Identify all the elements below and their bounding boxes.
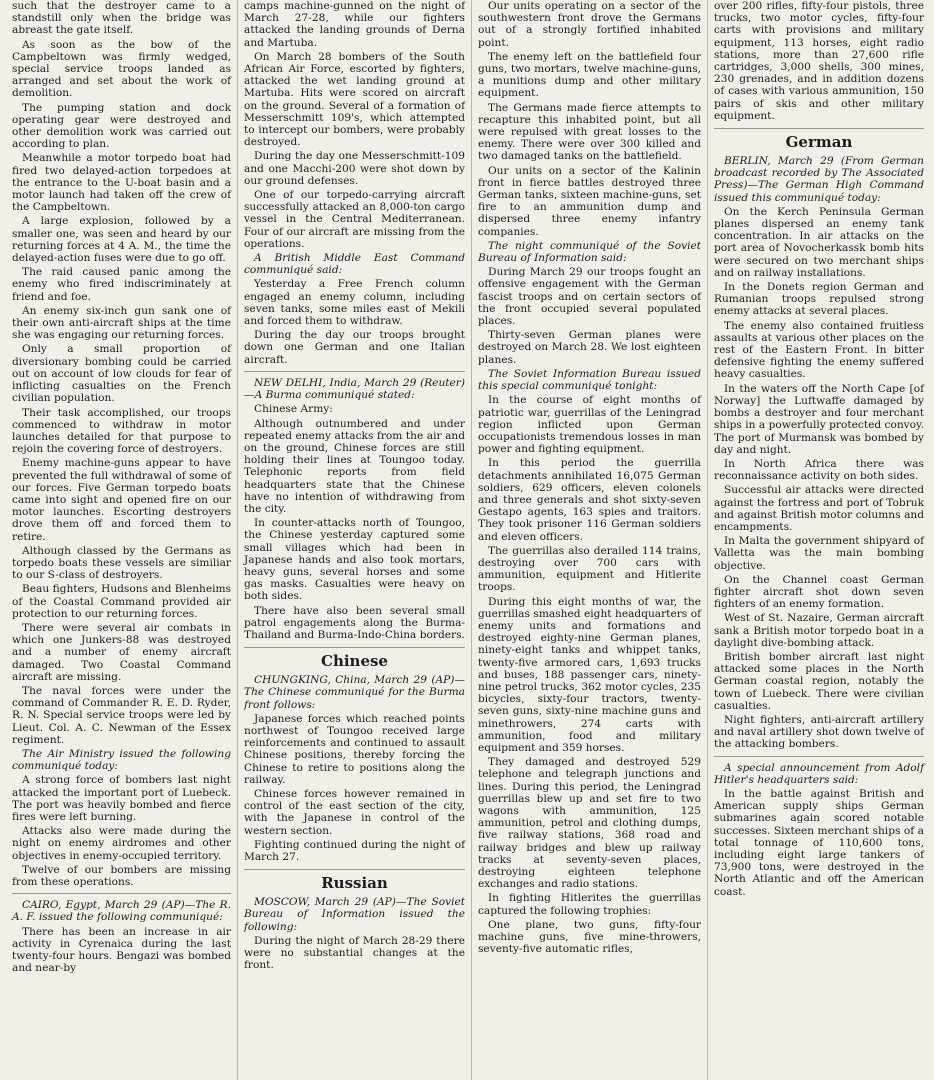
article-paragraph: Japanese forces which reached points northwest of Toungoo received large reinforcements and continued to assault Chinese positions, thereby forcing the Chinese to retire to positions along the railway.	[244, 712, 465, 786]
dateline-paragraph: CHUNGKING, China, March 29 (AP)—The Chinese communiqué for the Burma front follows:	[244, 674, 465, 711]
article-paragraph: There has been an increase in air activity in Cyrenaica during the last twenty-four hours. Bengazi was bombed and near-by	[12, 925, 231, 975]
article-paragraph: Meanwhile a motor torpedo boat had fired two delayed-action torpedoes at the entrance to the U-boat basin and a motor launch had taken off the crew of the Campbeltown.	[12, 152, 231, 214]
column-3	[472, 0, 708, 1080]
article-paragraph: Fighting continued during the night of March 27.	[244, 838, 465, 863]
column-divider-rule	[714, 756, 924, 757]
article-paragraph: West of St. Nazaire, German aircraft sank a British motor torpedo boat in a daylight dive-bombing attack.	[714, 612, 924, 649]
article-paragraph: such that the destroyer came to a standstill only when the bridge was abreast the gate itself.	[12, 0, 231, 37]
article-paragraph: The Germans made fierce attempts to recapture this inhabited point, but all were repulsed with great losses to the enemy. There were over 300 killed and two damaged tanks on the battlefield.	[478, 101, 701, 163]
article-paragraph: camps machine-gunned on the night of March 27-28, while our fighters attacked the landing grounds of Derna and Martuba.	[244, 0, 465, 49]
dateline-paragraph: NEW DELHI, India, March 29 (Reuter)—A Burma communiqué stated:	[244, 376, 465, 402]
column-divider-rule	[12, 893, 231, 894]
dateline-paragraph: A special announcement from Adolf Hitler's headquarters said:	[714, 761, 924, 786]
article-paragraph: In the battle against British and American supply ships German submarines again scored notable successes. Sixteen merchant ships of a total tonnage of 110,600 tons, including eight large tankers of 73,900 tons, were destroyed in the North Atlantic and off the American coast.	[714, 787, 924, 898]
article-paragraph: Chinese Army:	[254, 403, 333, 416]
article-paragraph: On the Channel coast German fighter aircraft shot down seven fighters of an enemy formation.	[714, 573, 924, 611]
article-paragraph: One of our torpedo-carrying aircraft successfully attacked an 8,000-ton cargo vessel in the Central Mediterranean. Four of our aircraft are missing from the operations.	[244, 189, 465, 250]
article-paragraph: A strong force of bombers last night attacked the important port of Luebeck. The port was heavily bombed and fierce fires were left burning.	[12, 774, 231, 823]
article-paragraph: Beau fighters, Hudsons and Blenheims of the Coastal Command provided air protection to our returning forces.	[12, 583, 231, 620]
article-paragraph: Successful air attacks were directed against the fortress and port of Tobruk and against British motor columns and encampments.	[714, 484, 924, 533]
article-paragraph: As soon as the bow of the Campbeltown was firmly wedged, special service troops landed as arranged and set about the work of demolition.	[12, 38, 231, 100]
dateline-paragraph: The Soviet Information Bureau issued this special communiqué tonight:	[478, 367, 701, 393]
article-paragraph: The naval forces were under the command of Commander R. E. D. Ryder, R. N. Special service troops were led by Lieut. Col. A. C. Newman of the Essex regiment.	[12, 684, 231, 746]
column-divider-rule	[244, 371, 465, 372]
dateline-paragraph: MOSCOW, March 29 (AP)—The Soviet Bureau of Information issued the following:	[244, 896, 465, 933]
column-2	[238, 0, 472, 1080]
article-paragraph: There were several air combats in which one Junkers-88 was destroyed and a number of enemy aircraft damaged. Two Coastal Command aircraft are missing.	[12, 621, 231, 683]
article-paragraph: Although outnumbered and under repeated enemy attacks from the air and on the ground, Chinese forces are still holding their lines at Toungoo today. Telephonic reports from field headquarters state that the Chinese have no intention of withdrawing from the city.	[244, 417, 465, 515]
article-paragraph: In the waters off the North Cape [of Norway] the Luftwaffe damaged by bombs a destroyer and four merchant ships in a powerfully protected convoy. The port of Murmansk was bombed by day and night.	[714, 382, 924, 456]
article-paragraph: Chinese forces however remained in control of the east section of the city, with the Japanese in control of the western section.	[244, 787, 465, 837]
article-paragraph: In counter-attacks north of Toungoo, the Chinese yesterday captured some small villages which had been in Japanese hands and also took mortars, heavy guns, several horses and some gas masks. Casualties were heavy on both sides.	[244, 517, 465, 603]
article-paragraph: In the course of eight months of patriotic war, guerrillas of the Leningrad region inflicted upon German occupationists tremendous losses in man power and fighting equipment.	[478, 394, 701, 456]
article-paragraph: over 200 rifles, fifty-four pistols, three trucks, two motor cycles, fifty-four carts with provisions and military equipment, 113 horses, eight radio stations, more than 27,600 rifle cartridges, 3,000 shells, 300 mines, 230 grenades, and in addition dozens of cases with various ammunition, 150 pairs of skis and other military equipment.	[714, 0, 924, 122]
article-paragraph: They damaged and destroyed 529 telephone and telegraph junctions and lines. During this period, the Leningrad guerrillas blew up and set fire to two wagons with ammunition, 125 ammunition, petrol and clothing dumps, five railway stations, 368 road and railway bridges and blew up railway tracks at seventy-seven places, destroying eighteen telephone exchanges and radio stations.	[478, 756, 701, 891]
article-paragraph: In North Africa there was reconnaissance activity on both sides.	[714, 457, 924, 483]
article-paragraph: A large explosion, followed by a smaller one, was seen and heard by our returning forces at 4 A. M., the time the delayed-action fuses were due to go off.	[12, 215, 231, 265]
dateline-paragraph: The night communiqué of the Soviet Bureau of Information said:	[478, 239, 701, 265]
dateline-paragraph: BERLIN, March 29 (From German broadcast recorded by The Associated Press)—The German High Command issued this communiqué today:	[714, 155, 924, 204]
article-paragraph: Our units operating on a sector of the southwestern front drove the Germans out of a strongly fortified inhabited point.	[478, 0, 701, 49]
article-paragraph: An enemy six-inch gun sank one of their own anti-aircraft ships at the time she was engaging our returning forces.	[12, 304, 231, 342]
column-1	[6, 0, 238, 1080]
article-paragraph: In fighting Hitlerites the guerrillas captured the following trophies:	[478, 892, 701, 917]
article-paragraph: On March 28 bombers of the South African Air Force, escorted by fighters, attacked the wet landing ground at Martuba. Hits were scored on aircraft on the ground. Several of a formation of Messerschmitt 109's, which attempted to intercept our bombers, were probably destroyed.	[244, 50, 465, 149]
article-paragraph: The guerrillas also derailed 114 trains, destroying over 700 cars with ammunition, equipment and Hitlerite troops.	[478, 544, 701, 594]
article-paragraph: On the Kerch Peninsula German planes dispersed an enemy tank concentration. In air attacks on the port area of Novocherkassk bomb hits were secured on two merchant ships and on railway installations.	[714, 205, 924, 279]
article-paragraph: There have also been several small patrol engagements along the Burma-Thailand and Burma-Indo-China borders.	[244, 604, 465, 641]
article-paragraph: In Malta the government shipyard of Valletta was the main bombing objective.	[714, 535, 924, 572]
dateline-paragraph: A British Middle East Command communiqué said:	[244, 252, 465, 277]
article-paragraph: The enemy also contained fruitless assaults at various other places on the rest of the Eastern Front. In bitter defensive fighting the enemy suffered heavy casualties.	[714, 319, 924, 381]
column-4	[708, 0, 930, 1080]
article-paragraph: During the day our troops brought down one German and one Italian aircraft.	[244, 329, 465, 366]
article-paragraph: Only a small proportion of diversionary bombing could be carried out on account of low clouds for fear of inflicting casualties on the French civilian population.	[12, 343, 231, 405]
article-paragraph: Thirty-seven German planes were destroyed on March 28. We lost eighteen planes.	[478, 329, 701, 366]
article-paragraph: During this eight months of war, the guerrillas smashed eight headquarters of enemy units and formations and destroyed eighty-nine German planes, ninety-eight tanks and whippet tanks, twenty-five armored cars, 1,693 trucks and buses, 188 passenger cars, ninety-nine petrol trucks, 362 motor cycles, 235 bicycles, sixty-four tractors, twenty-seven guns, sixty-nine machine guns and minethrowers, 274 carts with ammunition, food and military equipment and 359 horses.	[478, 595, 701, 754]
article-paragraph: British bomber aircraft last night attacked some places in the North German coastal region, notably the town of Luebeck. There were civilian casualties.	[714, 650, 924, 712]
section-heading: Chinese	[244, 647, 465, 670]
article-paragraph: Our units on a sector of the Kalinin front in fierce battles destroyed three German tanks, sixteen machine-guns, set fire to an ammunition dump and dispersed three enemy infantry companies.	[478, 164, 701, 238]
article-paragraph: Night fighters, anti-aircraft artillery and naval artillery shot down twelve of the attacking bombers.	[714, 713, 924, 751]
article-paragraph: During the day one Messerschmitt-109 and one Macchi-200 were shot down by our ground defenses.	[244, 150, 465, 187]
article-paragraph: One plane, two guns, fifty-four machine guns, five mine-throwers, seventy-five automatic rifles,	[478, 918, 701, 956]
article-paragraph: In this period the guerrilla detachments annihilated 16,075 German soldiers, 629 officers, eleven colonels and three generals and shot sixty-seven Gestapo agents, 163 spies and traitors. They took prisoner 116 German soldiers and eleven officers.	[478, 457, 701, 543]
article-paragraph: Their task accomplished, our troops commenced to withdraw in motor launches detailed for that purpose to rejoin the covering force of destroyers.	[12, 406, 231, 456]
article-paragraph: Attacks also were made during the night on enemy airdromes and other objectives in enemy-occupied territory.	[12, 825, 231, 862]
article-paragraph: Twelve of our bombers are missing from these operations.	[12, 863, 231, 889]
dateline-paragraph: The Air Ministry issued the following communiqué today:	[12, 747, 231, 773]
article-paragraph: Enemy machine-guns appear to have prevented the full withdrawal of some of our forces. Five German torpedo boats came into sight and opened fire on our motor launches. Escorting destroyers drove them off and forced them to retire.	[12, 457, 231, 543]
section-heading: Russian	[244, 869, 465, 892]
dateline-paragraph: CAIRO, Egypt, March 29 (AP)—The R. A. F. issued the following communiqué:	[12, 899, 231, 924]
article-paragraph: During March 29 our troops fought an offensive engagement with the German fascist troops and on certain sectors of the front occupied several populated places.	[478, 266, 701, 328]
article-paragraph: Although classed by the Germans as torpedo boats these vessels are similiar to our S-class of destroyers.	[12, 544, 231, 582]
article-paragraph: The raid caused panic among the enemy who fired indiscriminately at friend and foe.	[12, 266, 231, 303]
article-paragraph: The enemy left on the battlefield four guns, two mortars, twelve machine-guns, a munitions dump and other military equipment.	[478, 50, 701, 100]
article-paragraph: The pumping station and dock operating gear were destroyed and other demolition work was carried out according to plan.	[12, 101, 231, 151]
article-paragraph: Yesterday a Free French column engaged an enemy column, including seven tanks, some miles east of Mekili and forced them to withdraw.	[244, 278, 465, 328]
section-heading: German	[714, 128, 924, 151]
article-paragraph: During the night of March 28-29 there were no substantial changes at the front.	[244, 934, 465, 972]
article-paragraph: In the Donets region German and Rumanian troops repulsed strong enemy attacks at several places.	[714, 281, 924, 318]
